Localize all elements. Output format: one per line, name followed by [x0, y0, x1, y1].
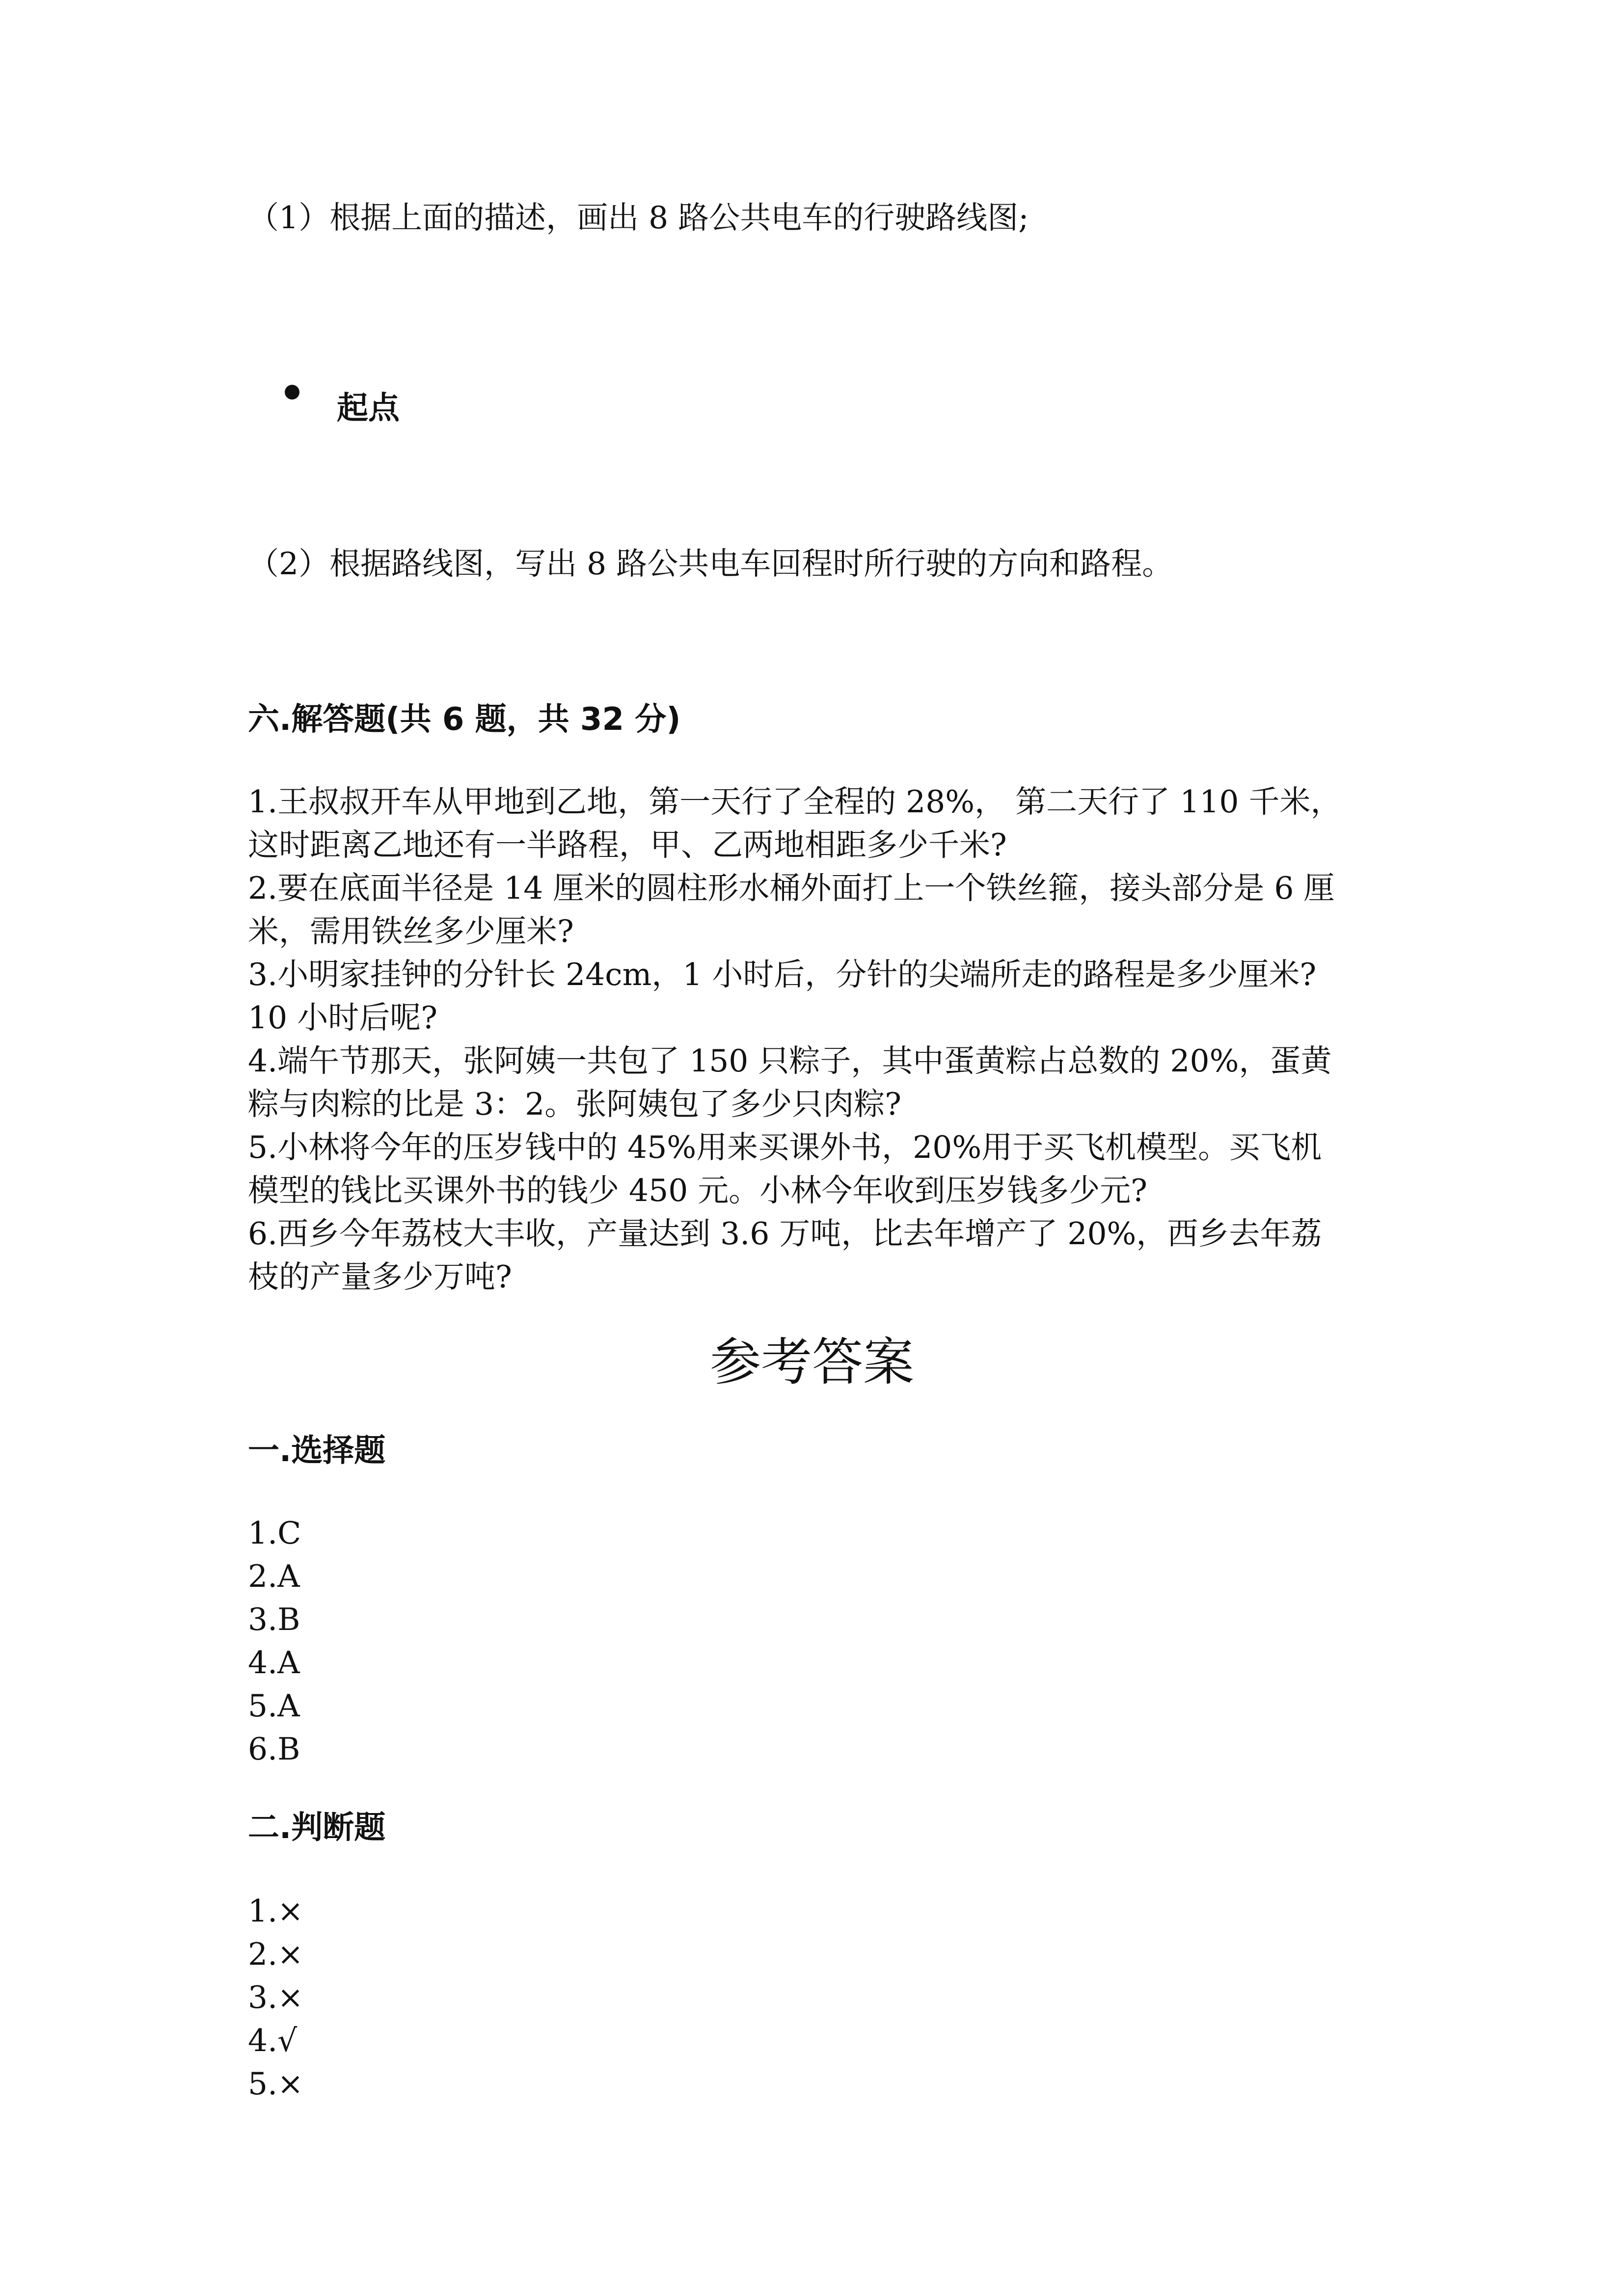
start-point-label: 起点 — [337, 390, 400, 427]
question-line: 模型的钱比买课外书的钱少 450 元。小林今年收到压岁钱多少元? — [248, 1173, 1148, 1208]
answer-item: 5.× — [248, 2066, 303, 2102]
question-line: 1.王叔叔开车从甲地到乙地，第一天行了全程的 28%， 第二天行了 110 千米， — [248, 784, 1342, 820]
section6-heading: 六.解答题(共 6 题，共 32 分) — [248, 701, 681, 738]
answer-item: 4.A — [248, 1645, 300, 1681]
answer-item: 6.B — [248, 1731, 300, 1767]
question-line: 4.端午节那天，张阿姨一共包了 150 只粽子，其中蛋黄粽占总数的 20%，蛋黄 — [248, 1043, 1332, 1079]
question-line: 米，需用铁丝多少厘米? — [248, 913, 574, 949]
answer-item: 5.A — [248, 1688, 300, 1724]
answer-key-title: 参考答案 — [709, 1332, 914, 1392]
question-line: 10 小时后呢? — [248, 1000, 437, 1036]
question-line: 2.要在底面半径是 14 厘米的圆柱形水桶外面打上一个铁丝箍，接头部分是 6 厘 — [248, 870, 1335, 906]
question-line: 粽与肉粽的比是 3：2。张阿姨包了多少只肉粽? — [248, 1086, 901, 1122]
question-line: 5.小林将今年的压岁钱中的 45%用来买课外书，20%用于买飞机模型。买飞机 — [248, 1129, 1322, 1165]
answer-item: 3.B — [248, 1602, 300, 1637]
answer-item: 1.× — [248, 1893, 303, 1929]
answers-section1-heading: 一.选择题 — [248, 1433, 386, 1469]
question-line: 6.西乡今年荔枝大丰收，产量达到 3.6 万吨，比去年增产了 20%，西乡去年荔 — [248, 1216, 1322, 1252]
task-part2: （2）根据路线图，写出 8 路公共电车回程时所行驶的方向和路程。 — [248, 546, 1173, 582]
answers-section2-heading: 二.判断题 — [248, 1810, 386, 1846]
answer-item: 3.× — [248, 1979, 303, 2015]
start-point-dot — [285, 385, 299, 400]
answer-item: 2.A — [248, 1558, 300, 1594]
task-part1: （1）根据上面的描述，画出 8 路公共电车的行驶路线图; — [248, 200, 1029, 236]
answer-item: 1.C — [248, 1515, 301, 1551]
question-line: 枝的产量多少万吨? — [248, 1259, 512, 1295]
answer-item: 2.× — [248, 1936, 303, 1972]
answer-item: 4.√ — [248, 2023, 298, 2058]
question-line: 3.小明家挂钟的分针长 24cm，1 小时后，分针的尖端所走的路程是多少厘米? — [248, 957, 1317, 992]
question-line: 这时距离乙地还有一半路程，甲、乙两地相距多少千米? — [248, 827, 1007, 863]
